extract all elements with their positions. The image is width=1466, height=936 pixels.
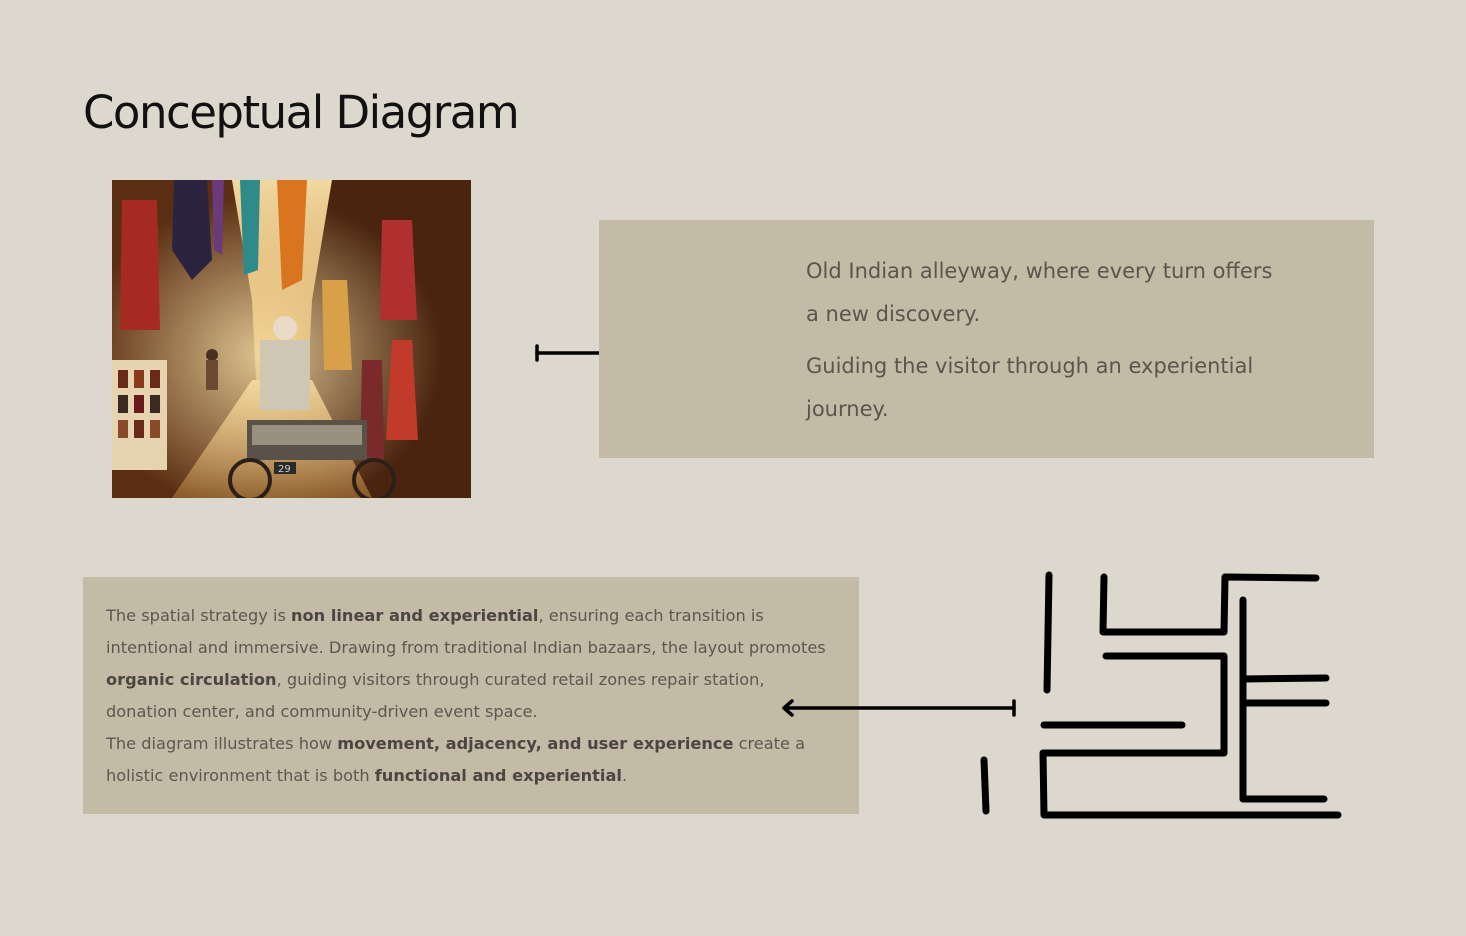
- discovery-panel-text: [806, 250, 1276, 440]
- diagram-paragraph: [106, 728, 841, 792]
- alleyway-photo: [112, 180, 471, 498]
- journey-line: Guiding the visitor through an experiential journey.: [806, 354, 1254, 421]
- bold-text-run: movement, adjacency, and user experience: [337, 734, 734, 753]
- alleyway-photo-illustration: [112, 180, 471, 498]
- page-title: Conceptual Diagram: [83, 86, 519, 139]
- shoe-display: [112, 360, 167, 470]
- strategy-panel-text: [106, 600, 841, 792]
- text-run: .: [621, 766, 628, 785]
- text-run: , guiding visitors through curated retail zones repair station, donation center, and community-driven event space.: [106, 670, 765, 721]
- discovery-line: Old Indian alleyway, where every turn offers a new discovery.: [806, 259, 1273, 326]
- text-run: The diagram illustrates how: [106, 734, 338, 753]
- text-run: The spatial strategy is: [106, 606, 292, 625]
- strategy-paragraph: [106, 600, 841, 728]
- text-run: create a holistic environment that is both: [106, 734, 806, 785]
- rickshaw-plate: 29: [278, 464, 291, 475]
- bold-text-run: organic circulation: [106, 670, 277, 689]
- bold-text-run: functional and experiential: [374, 766, 622, 785]
- text-run: , ensuring each transition is intentional and immersive. Drawing from traditional Indian bazaars, the layout promotes: [106, 606, 826, 657]
- bold-text-run: non linear and experiential: [291, 606, 539, 625]
- maze-sketch-icon: [970, 565, 1350, 825]
